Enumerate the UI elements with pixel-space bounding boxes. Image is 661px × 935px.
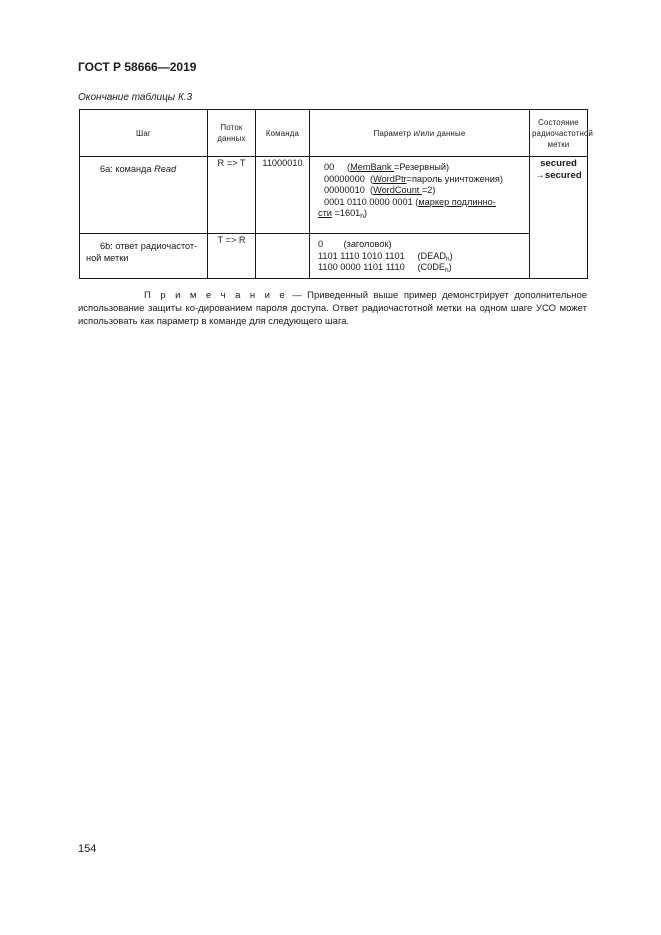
step-6a <box>80 157 208 234</box>
param-line-1: 00 (MemBank =Резервный) <box>324 162 450 172</box>
param-code: 00 <box>324 162 335 172</box>
param-sub: h <box>445 267 449 275</box>
param-field: сти <box>318 208 332 219</box>
flow-6a: R => T <box>208 157 256 234</box>
step-6a-italic: Read <box>154 164 177 174</box>
param-code: 00000000 <box>324 173 365 184</box>
param-field: маркер подлинно- <box>418 196 496 207</box>
param-line-4: 0001 0110 0000 0001 (маркер подлинно- <box>324 196 496 207</box>
header-params: Параметр и/или данные <box>310 110 530 157</box>
step-6b-line-1: 6b: ответ радиочастот- <box>100 241 198 251</box>
param-rest: =Резервный) <box>393 162 450 172</box>
note-paragraph <box>78 289 587 329</box>
command-6b <box>256 234 310 279</box>
param-line-3: 1100 0000 1101 1110 $(C0DE_h)$ <box>318 262 452 275</box>
table-caption: Окончание таблицы К.3 <box>78 92 193 103</box>
param-code: 1100 0000 1101 1110 <box>318 262 405 273</box>
param-line-2: 1101 1110 1010 1101 $(DEAD_h)$ <box>318 250 453 263</box>
header-command: Команда <box>256 110 310 157</box>
flow-6b: T => R <box>208 234 256 279</box>
param-line-5: сти $=1601_h$) <box>318 208 367 221</box>
header-state: Состояние радиочастотной метки <box>530 110 588 157</box>
data-table <box>79 109 594 279</box>
param-value: =1601 <box>331 208 361 219</box>
param-line-2: 00000000 (WordPtr=пароль уничтожения) <box>324 173 503 184</box>
param-value: C0DE <box>420 262 446 273</box>
command-6a: 11000010 <box>256 157 310 234</box>
param-rest: =2) <box>421 185 436 196</box>
param-field: WordPtr <box>373 173 407 184</box>
header-step: Шаг <box>80 110 208 157</box>
param-field: MemBank <box>350 162 394 172</box>
page-number: 154 <box>78 843 97 855</box>
param-sub: h <box>360 213 364 221</box>
state-line-2: →secured <box>535 170 582 181</box>
param-line-3: 00000010 (WordCount =2) <box>324 185 436 196</box>
note-text: — Приведенный выше пример демонстрирует дополнительное использование защиты ко-дированием пароля доступа. Ответ радиочастотной метки на одном шаге УСО может использовать как параметр в команде для следующего шага. <box>78 290 588 328</box>
params-6a <box>310 157 530 234</box>
param-value: DEAD <box>420 250 447 261</box>
note-label: П р и м е ч а н и е <box>144 290 287 301</box>
step-6a-text: 6а: команда <box>100 164 155 174</box>
param-label: (заголовок) <box>343 239 392 249</box>
param-code: 1101 1110 1010 1101 <box>318 250 405 261</box>
state-cell <box>530 157 588 279</box>
param-rest: =пароль уничтожения) <box>406 173 503 184</box>
param-code: 0 <box>318 239 324 249</box>
header-flow: Поток данных <box>208 110 256 157</box>
param-sub: h <box>446 255 450 263</box>
param-code: 00000010 <box>324 185 365 196</box>
params-6b <box>310 234 530 279</box>
step-6b-line-2: ной метки <box>86 253 129 263</box>
param-line-1 <box>318 239 525 251</box>
step-6b <box>80 234 208 279</box>
param-code: 0001 0110 0000 0001 <box>324 196 413 207</box>
standard-header: ГОСТ Р 58666—2019 <box>78 60 197 74</box>
param-field: WordCount <box>373 185 422 196</box>
table-row <box>80 157 588 234</box>
table-row <box>80 234 588 279</box>
table-header-row <box>80 110 588 157</box>
state-line-1: secured <box>540 158 577 169</box>
